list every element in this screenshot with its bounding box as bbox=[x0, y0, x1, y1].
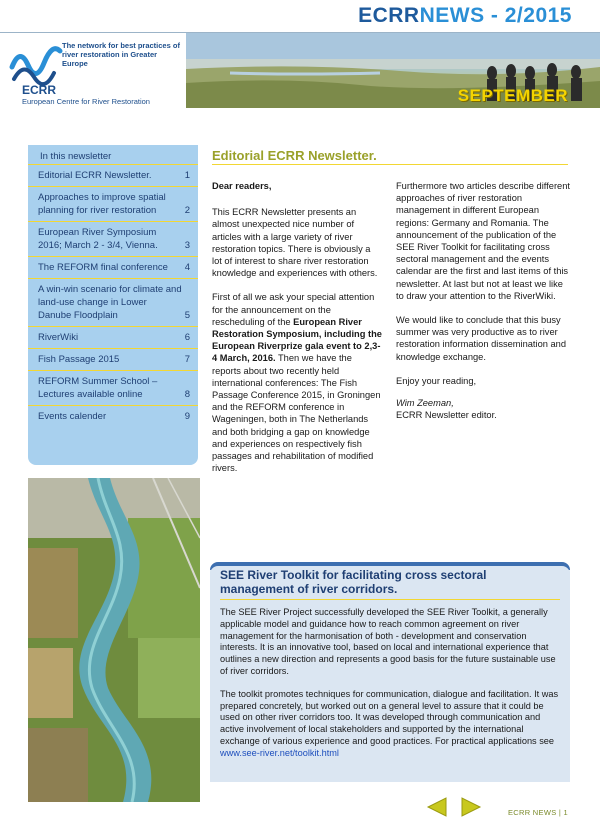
toc-item-fish-passage[interactable] bbox=[28, 349, 198, 371]
toc-item-label: The REFORM final conference bbox=[38, 262, 168, 273]
editorial-column-left bbox=[212, 180, 382, 486]
logo-full-name: European Centre for River Restoration bbox=[22, 97, 150, 106]
logo-tagline: The network for best practices of river restoration in Greater Europe bbox=[62, 41, 180, 68]
toc-item-label: European River Symposium 2016; March 2 - 3/4, Vienna. bbox=[38, 227, 158, 251]
toc-item-label: Approaches to improve spatial planning for river restoration bbox=[38, 192, 166, 216]
toc-item-page: 2 bbox=[184, 205, 190, 216]
toc-item-page: 9 bbox=[184, 411, 190, 422]
toc-item-label: Editorial ECRR Newsletter. bbox=[38, 170, 152, 181]
see-toolkit-article bbox=[210, 562, 570, 782]
editorial-paragraph bbox=[212, 291, 382, 474]
toolkit-link[interactable]: www.see-river.net/toolkit.html bbox=[220, 747, 339, 758]
article-text: The toolkit promotes techniques for communication, dialogue and facilitation. It was prepared concretely, but worked out on a general level to assure that it could be used on other river corridors too. It was developed through communication and active involvement of local stakeholders and supported by the international exchange of various experience and good practices. For practical applications see bbox=[220, 688, 559, 746]
signature-name: Wim Zeeman, bbox=[396, 398, 454, 409]
prev-page-icon[interactable] bbox=[424, 796, 450, 818]
table-of-contents bbox=[28, 145, 198, 465]
editorial-closing: Enjoy your reading, bbox=[396, 375, 477, 386]
newsletter-title bbox=[358, 4, 572, 28]
toc-item-page: 4 bbox=[184, 262, 190, 273]
toc-item-reform-conference[interactable] bbox=[28, 257, 198, 279]
editorial-paragraph: This ECRR Newsletter presents an almost unexpected nice number of articles with a large variety of river restoration topics. There is obviously a lot of interest to share river restoration knowledge and experiences with others. bbox=[212, 207, 378, 279]
editorial-title: Editorial ECRR Newsletter. bbox=[212, 145, 568, 165]
toc-item-lower-danube[interactable] bbox=[28, 279, 198, 327]
article-paragraph: The SEE River Project successfully developed the SEE River Toolkit, a generally applicable model and guidance how to reach common agreement on river management for the harmonisation of both - development and conservation interests. It is an innovative tool, based on local and international experience that outlines a new direction and represents a good basis for the future sustainable use of river corridors. bbox=[220, 607, 556, 676]
river-aerial-photo bbox=[28, 478, 200, 802]
editorial-signature bbox=[396, 397, 571, 421]
top-bar bbox=[0, 0, 600, 33]
toc-item-events-calendar[interactable] bbox=[28, 406, 198, 427]
toc-item-label: Events calender bbox=[38, 411, 107, 422]
toc-item-riverwiki[interactable] bbox=[28, 327, 198, 349]
toc-item-summer-school[interactable] bbox=[28, 371, 198, 406]
editorial-paragraph: Furthermore two articles describe different approaches of river restoration management in different European regions: Germany and Romania. The announcement of the publication of the SEE River Toolkit for facilitating cross sectoral management and the events calendar are the first and last items of this newsletter. At last but not at least we like to draw your attention to the RiverWiki. bbox=[396, 181, 570, 301]
next-page-icon[interactable] bbox=[458, 796, 484, 818]
issue-month: SEPTEMBER bbox=[457, 86, 568, 105]
editorial-paragraph: We would like to conclude that this busy summer was very productive as to river restoration information dissemination and knowledge exchange. bbox=[396, 315, 567, 362]
see-toolkit-body bbox=[220, 607, 565, 771]
toc-item-page: 6 bbox=[184, 332, 190, 343]
ecrr-logo-icon bbox=[6, 37, 66, 87]
toc-item-page: 8 bbox=[184, 389, 190, 400]
toc-item-page: 7 bbox=[184, 354, 190, 365]
editorial-text: First of all we ask your special attention for the announcement on the rescheduling of the bbox=[212, 292, 375, 327]
article-paragraph bbox=[220, 689, 565, 760]
signature-role: ECRR Newsletter editor. bbox=[396, 410, 497, 421]
editorial-column-right bbox=[396, 180, 571, 433]
page-navigation bbox=[424, 796, 488, 818]
toc-item-editorial[interactable] bbox=[28, 165, 198, 187]
editorial-highlight: European River Restoration Symposium, including the European Riverprize gala event to 2,3-4 March, 2016. bbox=[212, 316, 382, 364]
toc-heading: In this newsletter bbox=[28, 145, 198, 165]
logo-name: ECRR bbox=[22, 83, 57, 97]
toc-item-page: 1 bbox=[184, 170, 190, 181]
toc-item-label: RiverWiki bbox=[38, 332, 79, 343]
toc-item-symposium[interactable] bbox=[28, 222, 198, 257]
editorial-greeting: Dear readers, bbox=[212, 181, 272, 191]
toc-item-label: Fish Passage 2015 bbox=[38, 354, 120, 365]
footer-page-label: ECRR NEWS | 1 bbox=[507, 808, 568, 817]
logo-panel bbox=[0, 33, 186, 108]
river-photo-image bbox=[28, 478, 200, 802]
toc-item-page: 5 bbox=[184, 310, 190, 321]
toc-item-label: REFORM Summer School – Lectures available online bbox=[38, 376, 158, 400]
toc-item-spatial-planning[interactable] bbox=[28, 187, 198, 222]
see-toolkit-title: SEE River Toolkit for facilitating cross sectoral management of river corridors. bbox=[220, 568, 560, 600]
brand-text: ECRR bbox=[358, 4, 420, 27]
toc-item-label: A win-win scenario for climate and land-use change in Lower Danube Floodplain bbox=[38, 284, 182, 321]
editorial-text: Then we have the reports about two recently held international conferences: The Fish Passage Conference 2015, in Groningen and the REFORM conference in Wageningen, both in The Netherlands and both bridging a gap on knowledge and experiences on respectively fish passages and rehabilitation of modified rivers. bbox=[212, 353, 381, 474]
header-banner bbox=[0, 33, 600, 108]
toc-item-page: 3 bbox=[184, 240, 190, 251]
issue-text: NEWS - 2/2015 bbox=[419, 4, 572, 27]
